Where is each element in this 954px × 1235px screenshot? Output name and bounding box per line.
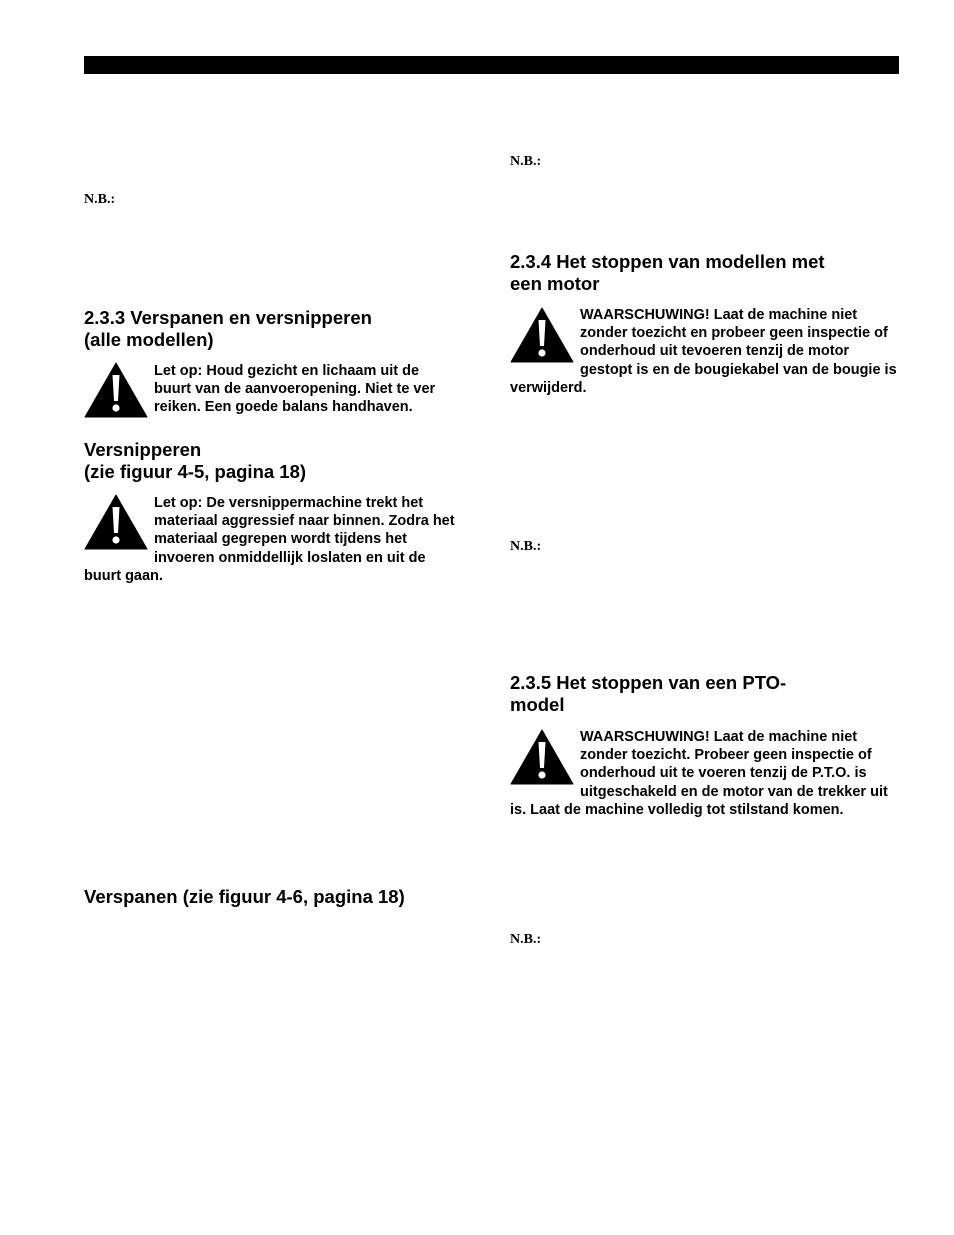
caution-notice-face	[84, 362, 460, 418]
nb-label: N.B.:	[510, 932, 542, 947]
section-heading-verspanen: Verspanen (zie figuur 4-6, pagina 18)	[84, 886, 405, 907]
warning-triangle-icon	[510, 729, 574, 785]
warning-text: WAARSCHUWING! Laat de machine niet zonder toezicht en probeer geen inspectie of onderhoud uit tevoeren tenzij de motor gestopt is en de bougiekabel van de bougie is verwijderd.	[510, 307, 897, 396]
heading-line: (alle modellen)	[84, 329, 214, 350]
heading-line: 2.3.3 Verspanen en versnipperen	[84, 307, 372, 328]
caution-text: Let op: De versnippermachine trekt het materiaal aggressief naar binnen. Zodra het materiaal gegrepen wordt tijdens het invoeren onmiddellijk loslaten en uit de buurt gaan.	[84, 495, 455, 584]
caution-notice-intake	[84, 494, 460, 585]
heading-line: (zie figuur 4-5, pagina 18)	[84, 461, 307, 482]
nb-label: N.B.:	[510, 539, 542, 554]
warning-notice-engine	[510, 306, 898, 397]
nb-label: N.B.:	[510, 154, 542, 169]
heading-line: Versnipperen	[84, 439, 202, 460]
warning-triangle-icon	[510, 307, 574, 363]
heading-line: 2.3.5 Het stoppen van een PTO-	[510, 672, 787, 693]
heading-line: model	[510, 694, 565, 715]
header-bar	[84, 56, 899, 74]
warning-text: WAARSCHUWING! Laat de machine niet zonder toezicht. Probeer geen inspectie of onderhoud uit te voeren tenzij de P.T.O. is uitgeschakeld en de motor van de trekker uit is. Laat de machine volledig tot stilstand komen.	[510, 729, 888, 818]
warning-triangle-icon	[84, 362, 148, 418]
warning-notice-pto	[510, 728, 898, 819]
warning-triangle-icon	[84, 494, 148, 550]
heading-line: een motor	[510, 273, 600, 294]
section-heading-versnipperen	[84, 439, 464, 483]
section-heading-2-3-4	[510, 251, 900, 295]
nb-label: N.B.:	[84, 192, 116, 207]
section-heading-2-3-3	[84, 307, 464, 351]
heading-line: 2.3.4 Het stoppen van modellen met	[510, 251, 825, 272]
caution-text: Let op: Houd gezicht en lichaam uit de buurt van de aanvoeropening. Niet te ver reiken. Een goede balans handhaven.	[154, 363, 436, 416]
section-heading-2-3-5	[510, 672, 900, 716]
